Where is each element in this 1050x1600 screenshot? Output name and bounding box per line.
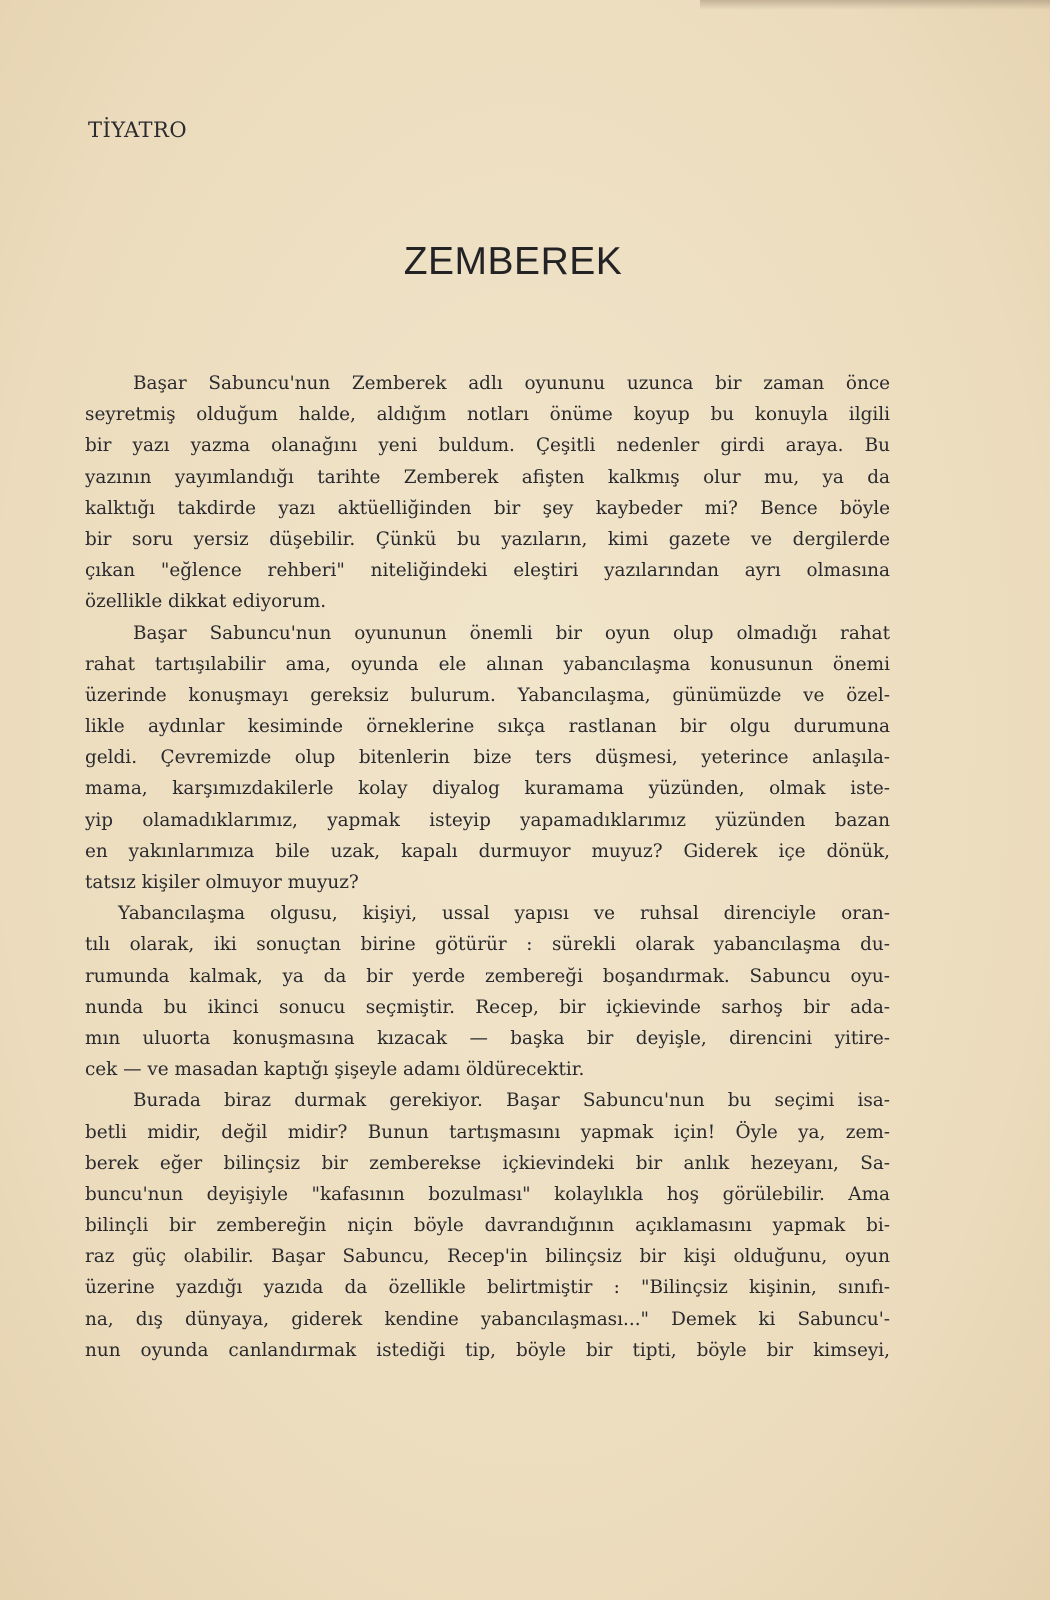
paragraph-2-line: üzerinde konuşmayı gereksiz bulurum. Yabancılaşma, günümüzde ve özel- (85, 684, 890, 706)
section-label: TİYATRO (88, 118, 188, 142)
paragraph-4-line: bilinçli bir zembereğin niçin böyle davrandığının açıklamasını yapmak bi- (85, 1215, 890, 1237)
paragraph-4-line: na, dış dünyaya, giderek kendine yabancılaşması..." Demek ki Sabuncu'- (85, 1308, 890, 1330)
paragraph-1-line: yazının yayımlandığı tarihte Zemberek afişten kalkmış olur mu, ya da (85, 466, 890, 488)
paragraph-3-line: mın uluorta konuşmasına kızacak — başka bir deyişle, direncini yitire- (85, 1027, 890, 1049)
paragraph-4-line: raz güç olabilir. Başar Sabuncu, Recep'in bilinçsiz bir kişi olduğunu, oyun (85, 1246, 890, 1268)
paragraph-3-line: nunda bu ikinci sonucu seçmiştir. Recep, bir içkievinde sarhoş bir ada- (85, 996, 890, 1018)
paragraph-4-line: Burada biraz durmak gerekiyor. Başar Sabuncu'nun bu seçimi isa- (133, 1090, 890, 1112)
paragraph-3-line: Yabancılaşma olgusu, kişiyi, ussal yapısı ve ruhsal direnciyle oran- (118, 903, 890, 925)
paragraph-1-line: seyretmiş olduğum halde, aldığım notları önüme koyup bu konuyla ilgili (85, 404, 890, 426)
paragraph-2-line: tatsız kişiler olmuyor muyuz? (85, 872, 359, 893)
paragraph-2-line: yip olamadıklarımız, yapmak isteyip yapamadıklarımız yüzünden bazan (85, 809, 890, 831)
paragraph-4-line: berek eğer bilinçsiz bir zemberekse içkievindeki bir anlık hezeyanı, Sa- (85, 1152, 890, 1174)
paragraph-4-line: betli midir, değil midir? Bunun tartışmasını yapmak için! Öyle ya, zem- (85, 1121, 890, 1143)
paragraph-2-line: rahat tartışılabilir ama, oyunda ele alınan yabancılaşma konusunun önemi (85, 653, 890, 675)
paragraph-4-line: üzerine yazdığı yazıda da özellikle belirtmiştir : "Bilinçsiz kişinin, sınıfı- (85, 1277, 890, 1299)
article-title: ZEMBEREK (403, 240, 623, 283)
article-body (85, 368, 890, 1366)
paragraph-1-line: çıkan "eğlence rehberi" niteliğindeki eleştiri yazılarından ayrı olmasına (85, 560, 890, 582)
paragraph-1-line: bir soru yersiz düşebilir. Çünkü bu yazıların, kimi gazete ve dergilerde (85, 528, 890, 550)
paragraph-2-line: likle aydınlar kesiminde örneklerine sıkça rastlanan bir olgu durumuna (85, 716, 890, 738)
paragraph-2-line: mama, karşımızdakilerle kolay diyalog kuramama yüzünden, olmak iste- (85, 778, 890, 800)
paragraph-1-line: kalktığı takdirde yazı aktüelliğinden bir şey kaybeder mi? Bence böyle (85, 497, 890, 519)
paragraph-3-line: rumunda kalmak, ya da bir yerde zembereği boşandırmak. Sabuncu oyu- (85, 965, 890, 987)
paragraph-4-line: nun oyunda canlandırmak istediği tip, böyle bir tipti, böyle bir kimseyi, (85, 1339, 890, 1361)
paragraph-3-line: cek — ve masadan kaptığı şişeyle adamı öldürecektir. (85, 1059, 585, 1081)
page-edge-stain (700, 0, 1050, 10)
paragraph-3-line: tılı olarak, iki sonuçtan birine götürür : sürekli olarak yabancılaşma du- (85, 934, 890, 956)
paragraph-1-line: bir yazı yazma olanağını yeni buldum. Çeşitli nedenler girdi araya. Bu (85, 435, 890, 457)
paragraph-1-line: özellikle dikkat ediyorum. (85, 591, 327, 613)
paragraph-4-line: buncu'nun deyişiyle "kafasının bozulması" kolaylıkla hoş görülebilir. Ama (85, 1183, 890, 1205)
paragraph-1-line: Başar Sabuncu'nun Zemberek adlı oyununu uzunca bir zaman önce (133, 373, 890, 394)
paragraph-2-line: geldi. Çevremizde olup bitenlerin bize ters düşmesi, yeterince anlaşıla- (85, 747, 890, 769)
paragraph-2-line: en yakınlarımıza bile uzak, kapalı durmuyor muyuz? Giderek içe dönük, (85, 840, 890, 862)
paragraph-2-line: Başar Sabuncu'nun oyununun önemli bir oyun olup olmadığı rahat (133, 622, 890, 644)
